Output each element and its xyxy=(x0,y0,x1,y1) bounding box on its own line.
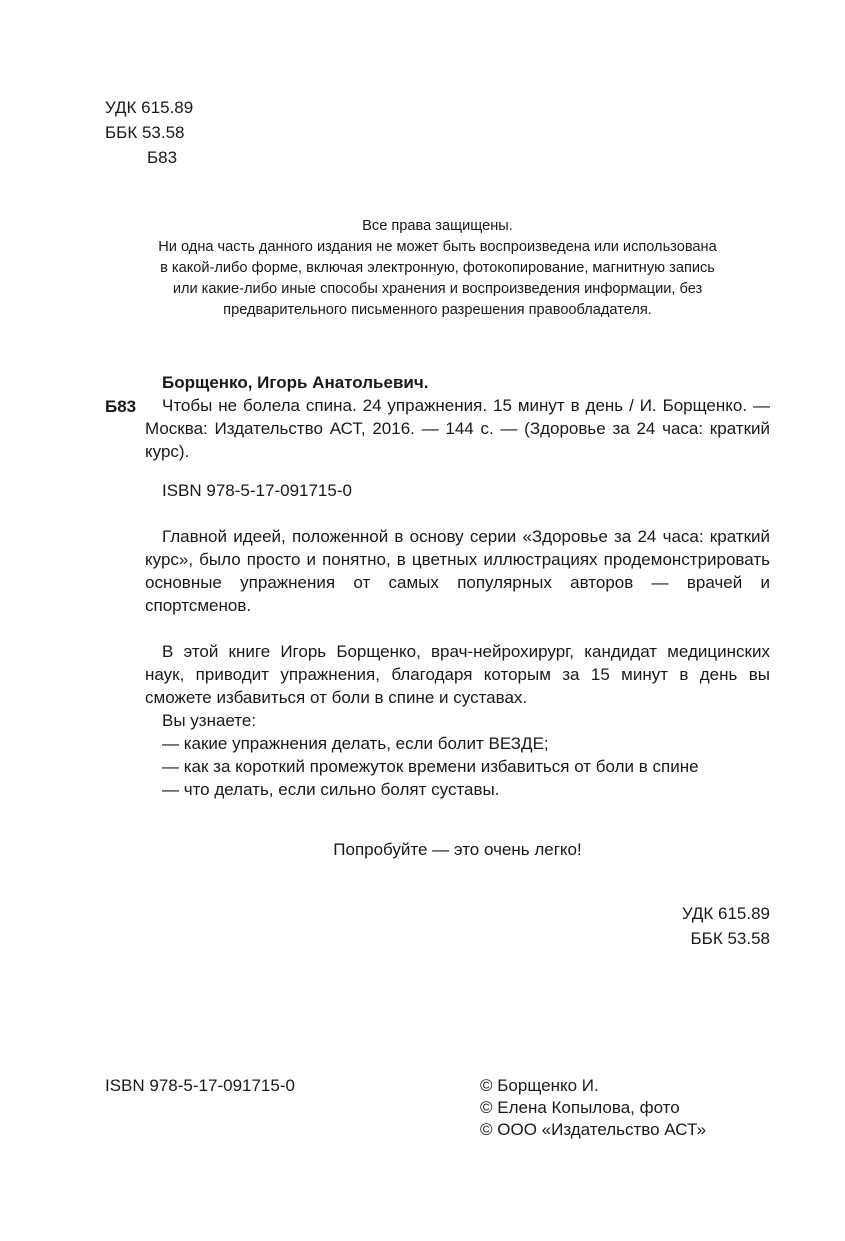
rights-line: предварительного письменного разрешения правообладателя. xyxy=(223,302,652,318)
call-to-action: Попробуйте — это очень легко! xyxy=(333,840,582,859)
bibliographic-description: Чтобы не болела спина. 24 упражнения. 15 минут в день / И. Борщенко. — Москва: Издательство АСТ, 2016. — 144 с. — (Здоровье за 24 часа: краткий курс). xyxy=(145,396,770,461)
bullet-item: — какие упражнения делать, если болит ВЕЗДЕ; xyxy=(162,734,549,753)
rights-line: или какие-либо иные способы хранения и воспроизведения информации, без xyxy=(172,281,703,297)
rights-line: в какой-либо форме, включая электронную, фотокопирование, магнитную запись xyxy=(160,260,715,276)
rights-notice xyxy=(105,216,770,321)
bullet-item: — как за короткий промежуток времени избавиться от боли в спине xyxy=(162,757,699,776)
udk-number-top: УДК 615.89 xyxy=(105,98,194,117)
footer-classification-codes xyxy=(145,901,770,951)
bullet-item: — что делать, если сильно болят суставы. xyxy=(162,780,500,799)
rights-line: Все права защищены. xyxy=(362,218,513,234)
copyright-block xyxy=(480,1075,770,1141)
catalog-entry xyxy=(105,371,770,463)
bbk-number-top: ББК 53.58 xyxy=(105,123,185,142)
copyright-line: © ООО «Издательство АСТ» xyxy=(480,1120,707,1139)
imprint-row xyxy=(105,1075,770,1141)
copyright-line: © Елена Копылова, фото xyxy=(480,1098,680,1117)
book-code-top: Б83 xyxy=(147,148,178,167)
udk-number-bottom: УДК 615.89 xyxy=(681,904,770,923)
copyright-line: © Борщенко И. xyxy=(480,1076,599,1095)
isbn-number: ISBN 978-5-17-091715-0 xyxy=(162,481,352,500)
catalog-code-margin: Б83 xyxy=(105,397,137,416)
annotation-paragraph: Главной идеей, положенной в основу серии «Здоровье за 24 часа: краткий курс», было просто и понятно, в цветных иллюстрациях продемонстрировать основные упражнения от самых популярных авторов — врачей и спортсменов. xyxy=(145,527,770,615)
isbn-number-bottom: ISBN 978-5-17-091715-0 xyxy=(105,1076,295,1095)
rights-line: Ни одна часть данного издания не может быть воспроизведена или использована xyxy=(158,239,717,255)
author-heading: Борщенко, Игорь Анатольевич. xyxy=(162,373,429,392)
main-text-block xyxy=(105,371,770,951)
bbk-number-bottom: ББК 53.58 xyxy=(690,929,770,948)
you-learn-label: Вы узнаете: xyxy=(162,711,257,730)
top-classification-codes xyxy=(105,95,770,170)
annotation-paragraph: В этой книге Игорь Борщенко, врач-нейрохирург, кандидат медицинских наук, приводит упражнения, благодаря которым за 15 минут в день вы сможете избавиться от боли в спине и суставах. xyxy=(145,642,770,707)
